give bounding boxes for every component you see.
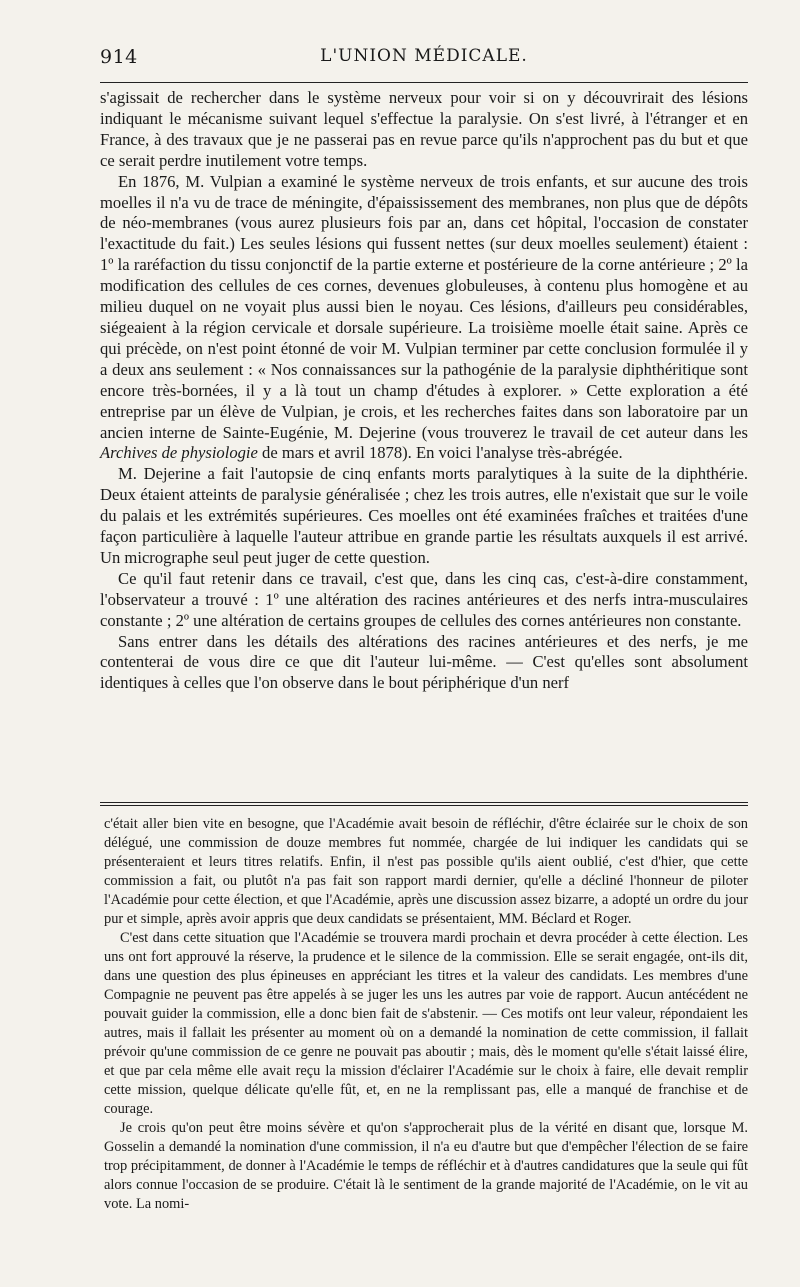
paragraph: [100, 172, 748, 465]
paragraph-text: de mars et avril 1878). En voici l'analyse très-abrégée.: [257, 443, 623, 463]
paragraph: M. Dejerine a fait l'autopsie de cinq enfants morts paralytiques à la suite de la diphthérie. Deux étaient atteints de paralysie généralisée ; chez les trois autres, elle n'existait que sur le voile du palais et les extrémités supérieures. Ces moelles ont été examinées fraîches et traitées d'une façon particulière à laquelle l'auteur attribue en grande partie les résultats auxquels il est arrivé. Un micrographe seul peut juger de cette question.: [100, 464, 748, 567]
footnote-rule: [100, 805, 748, 806]
paragraph: Ce qu'il faut retenir dans ce travail, c'est que, dans les cinq cas, c'est-à-dire constamment, l'observateur a trouvé : 1º une altération des racines antérieures et des nerfs intra-musculaires constante ; 2º une altération de certains groupes de cellules des cornes antérieures non constante.: [100, 568, 748, 630]
feuilleton-paragraph: Je crois qu'on peut être moins sévère et qu'on s'approcherait plus de la vérité en disant que, lorsque M. Gosselin a demandé la nomination d'une commission, il n'a eu d'autre but que d'empêcher l'élection de se faire trop précipitamment, de donner à l'Académie le temps de réfléchir et à d'autres candidatures que la seule qui fût alors connue l'occasion de se produire. C'était là le sentiment de la grande majorité de l'Académie, on le vit au vote. La nomi-: [104, 1120, 748, 1212]
page-number: 914: [100, 46, 138, 68]
journal-title: L'UNION MÉDICALE.: [320, 46, 528, 66]
paragraph: s'agissait de rechercher dans le système nerveux pour voir si on y découvrirait des lésions indiquant le mécanisme suivant lequel s'effectue la paralysie. On s'est livré, à l'étranger et en France, à des travaux que je ne passerai pas en revue parce qu'ils n'approchent pas du but et que ce serait perdre inutilement votre temps.: [100, 88, 748, 170]
main-text: [100, 88, 748, 694]
paragraph-text: En 1876, M. Vulpian a examiné le système nerveux de trois enfants, et sur aucune des trois moelles il n'a vu de trace de méningite, d'épaississement des membranes, non plus que de dépôts de néo-membranes (vous aurez plusieurs fois par an, dans cet hôpital, l'occasion de constater l'exactitude du fait.) Les seules lésions qui fussent nettes (sur deux moelles seulement) étaient : 1º la raréfaction du tissu conjonctif de la partie externe et postérieure de la corne antérieure ; 2º la modification des cellules de ces cornes, devenues globuleuses, à contenu plus homogène et au milieu duquel on ne voyait plus aussi bien le noyau. Ces lésions, d'ailleurs peu considérables, siégeaient à la région cervicale et dorsale supérieure. La troisième moelle était saine. Après ce qui précède, on n'est point étonné de voir M. Vulpian terminer par cette conclusion formulée il y a deux ans seulement : « Nos connaissances sur la pathogénie de la paralysie diphthéritique sont encore très-bornées, il y a là tout un champ d'études à explorer. » Cette exploration a été entreprise par un élève de Vulpian, je crois, et les recherches faites dans son laboratoire par un ancien interne de Sainte-Eugénie, M. Dejerine (vous trouverez le travail de cet auteur dans les: [100, 171, 748, 442]
feuilleton-paragraph: c'était aller bien vite en besogne, que l'Académie avait besoin de réfléchir, d'être éclairée sur le choix de son délégué, une commission de douze membres fut nommée, chargée de lui indiquer les candidats qui se présenteraient et leurs titres relatifs. Enfin, il n'est pas possible qu'ils aient oublié, c'est d'hier, que cette commission a fait, ou plutôt n'a pas fait son rapport mardi dernier, qu'elle a décliné l'honneur de piloter l'Académie pour cette élection, et que l'Académie, après une discussion assez bizarre, a adopté un ordre du jour pur et simple, après avoir appris que deux candidats se présentaient, MM. Béclard et Roger.: [104, 816, 748, 927]
footnote-rule: [100, 802, 748, 803]
paragraph: Sans entrer dans les détails des altérations des racines antérieures et des nerfs, je me contenterai de vous dire ce que dit l'auteur lui-même. — C'est qu'elles sont absolument identiques à celles que l'on observe dans le bout périphérique d'un nerf: [100, 631, 748, 693]
running-head: [100, 44, 748, 72]
journal-reference: Archives de physiologie: [100, 443, 258, 463]
feuilleton-text: [104, 815, 748, 1214]
feuilleton-paragraph: C'est dans cette situation que l'Académie se trouvera mardi prochain et devra procéder à cette élection. Les uns ont fort approuvé la réserve, la prudence et le silence de la commission. Elle se serait engagée, ont-ils dit, dans une question des plus épineuses en appréciant les titres et la valeur des candidats. Les membres d'une Compagnie ne peuvent pas être appelés à se juger les uns les autres par voie de rapport. Aucun antécédent ne pouvait guider la commission, elle a donc bien fait de s'abstenir. — Ces motifs ont leur valeur, répondaient les autres, mais il fallait les présenter au moment où on a demandé la nomination de cette commission, il fallait prévoir qu'une commission de ce genre ne pouvait pas aboutir ; mais, dès le moment qu'elle s'était laissé élire, et que par cela même elle avait reçu la mission d'éclairer l'Académie sur le choix à faire, elle devait remplir cette mission, quelque délicate qu'elle fût, et, en ne la remplissant pas, elle a manqué de franchise et de courage.: [104, 930, 748, 1117]
header-rule: [100, 82, 748, 83]
